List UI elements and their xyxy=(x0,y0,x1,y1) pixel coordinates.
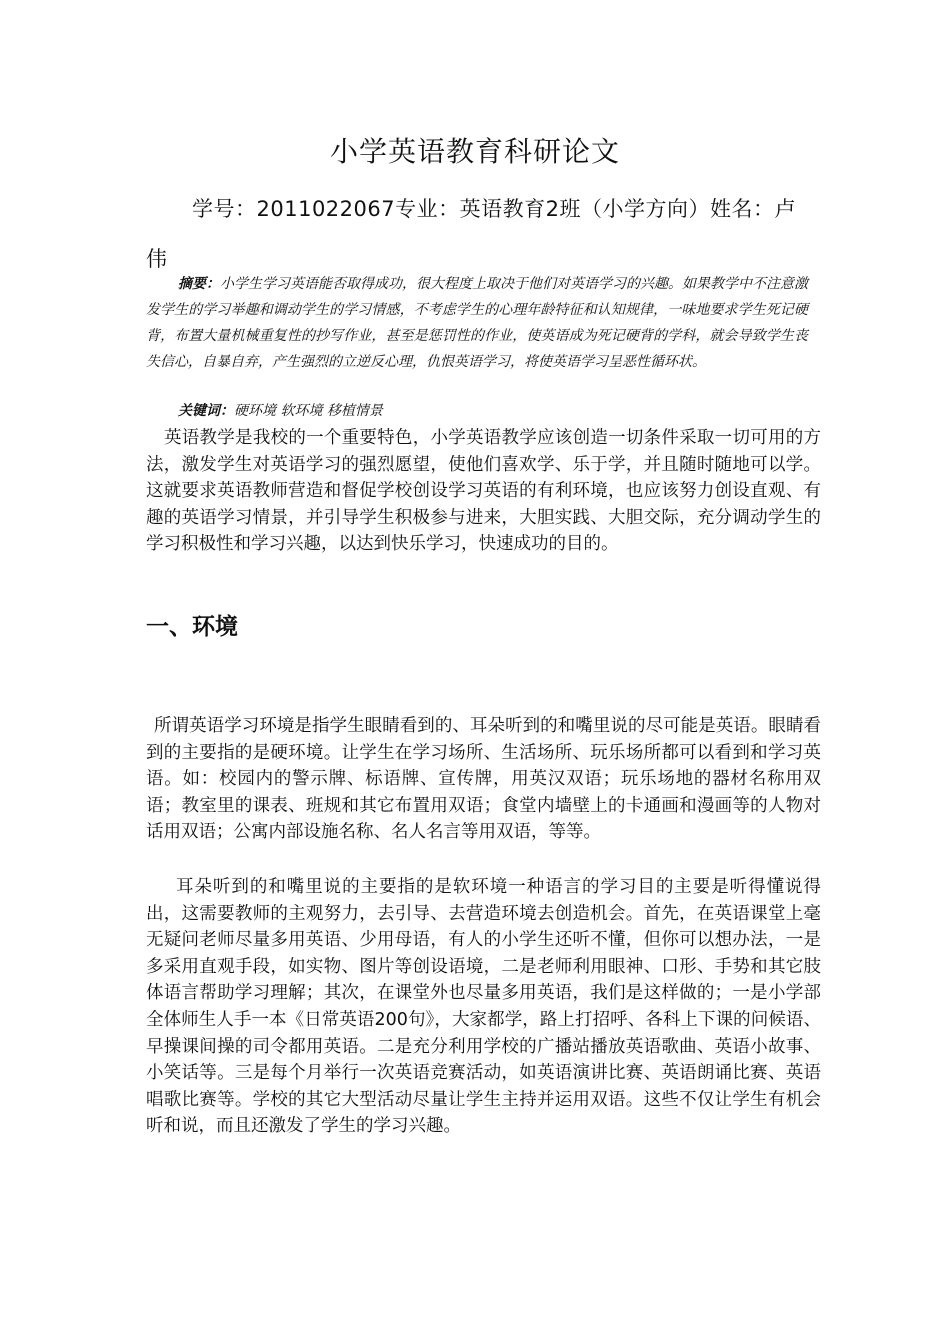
document-title: 小学英语教育科研论文 xyxy=(329,135,620,168)
paragraph-environment-hard: 所谓英语学习环境是指学生眼睛看到的、耳朵听到的和嘴里说的尽可能是英语。眼睛看到的主要指的是硬环境。让学生在学习场所、生活场所、玩乐场所都可以看到和学习英语。如：校园内的警示牌、标语牌、宣传牌，用英汉双语；玩乐场地的器材名称用双语；教室里的课表、班规和其它布置用双语；食堂内墙壁上的卡通画和漫画等的人物对话用双语；公寓内部设施名称、名人名言等用双语，等等。 xyxy=(146,716,821,843)
keywords-label: 关键词： xyxy=(178,403,234,419)
intro-paragraph: 英语教学是我校的一个重要特色，小学英语教学应该创造一切条件采取一切可用的方法，激发学生对英语学习的强烈愿望，使他们喜欢学、乐于学，并且随时随地可以学。这就要求英语教师营造和督促学校创设学习英语的有利环境，也应该努力创设直观、有趣的英语学习情景，并引导学生积极参与进来，大胆实践、大胆交际，充分调动学生的学习积极性和学习兴趣，以达到快乐学习，快速成功的目的。 xyxy=(146,428,821,555)
paragraph-environment-soft: 耳朵听到的和嘴里说的主要指的是软环境一种语言的学习目的主要是听得懂说得出，这需要教师的主观努力，去引导、去营造环境去创造机会。首先，在英语课堂上毫无疑问老师尽量多用英语、少用母语，有人的小学生还听不懂，但你可以想办法，一是多采用直观手段，如实物、图片等创设语境，二是老师利用眼神、口形、手势和其它肢体语言帮助学习理解；其次，在课堂外也尽量多用英语，我们是这样做的；一是小学部全体师生人手一本《日常英语200句》，大家都学，路上打招呼、各科上下课的问候语、早操课间操的司令都用英语。二是充分利用学校的广播站播放英语歌曲、英语小故事、小笑话等。三是每个月举行一次英语竞赛活动，如英语演讲比赛、英语朗诵比赛、英语唱歌比赛等。学校的其它大型活动尽量让学生主持并运用双语。这些不仅让学生有机会听和说，而且还激发了学生的学习兴趣。 xyxy=(146,877,821,1137)
author-info-line: 学号：2011022067专业：英语教育2班（小学方向）姓名：卢伟 xyxy=(146,197,796,271)
keywords-text: 硬环境 软环境 移植情景 xyxy=(234,403,383,419)
section-heading: 一、环境 xyxy=(146,614,238,640)
keywords-block xyxy=(146,400,808,422)
abstract-label: 摘要： xyxy=(178,276,220,292)
abstract-block xyxy=(146,271,808,375)
abstract-text: 小学生学习英语能否取得成功，很大程度上取决于他们对英语学习的兴趣。如果教学中不注意激发学生的学习举趣和调动学生的学习情感，不考虑学生的心理年龄特征和认知规律，一味地要求学生死记硬背，布置大量机械重复性的抄写作业，甚至是惩罚性的作业，使英语成为死记硬背的学科，就会导致学生丧失信心，自暴自弃，产生强烈的立逆反心理，仇恨英语学习，将使英语学习呈恶性循环状。 xyxy=(146,276,808,370)
